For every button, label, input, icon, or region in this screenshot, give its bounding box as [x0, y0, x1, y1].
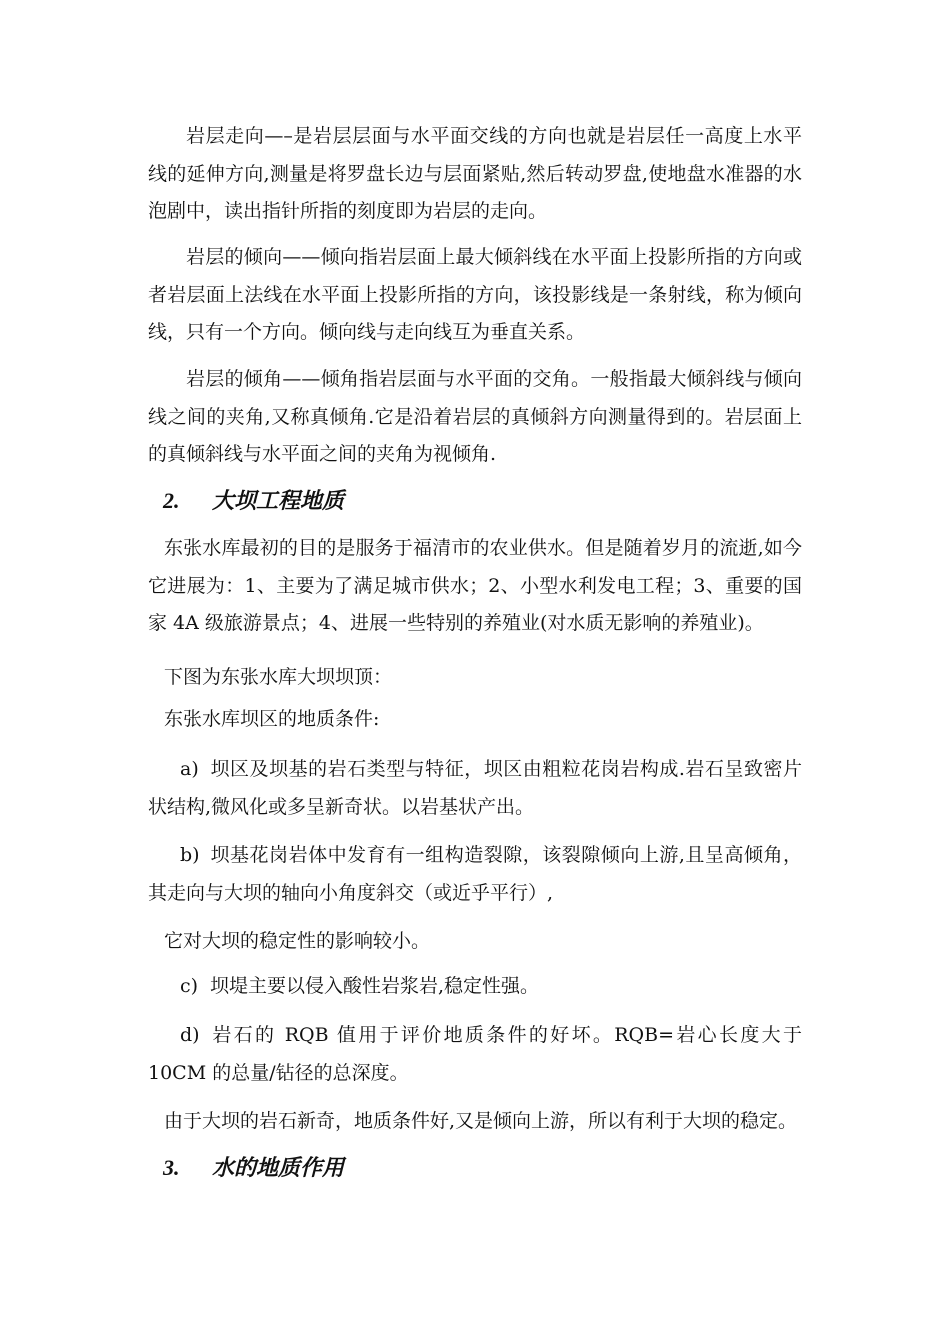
paragraph-strike: 岩层走向—–是岩层层面与水平面交线的方向也就是岩层任一高度上水平线的延伸方向,测量是将罗盘长边与层面紧贴,然后转动罗盘,使地盘水准器的水泡剧中，读出指针所指的刻度即为岩层的走向。 [148, 125, 802, 222]
section-title: 水的地质作用 [212, 1155, 345, 1180]
list-item-text: 坝区及坝基的岩石类型与特征，坝区由粗粒花岗岩构成.岩石呈致密片状结构,微风化或多呈新奇状。以岩基状产出。 [148, 758, 802, 818]
list-item-text: 岩石的 RQB 值用于评价地质条件的好坏。RQB=岩心长度大于 10CM 的总量/钻径的总深度。 [148, 1024, 802, 1084]
paragraph-intro: 东张水库最初的目的是服务于福清市的农业供水。但是随着岁月的流逝,如今它进展为：1、主要为了满足城市供水；2、小型水利发电工程；3、重要的国家 4A 级旅游景点；4、进展一些特别的养殖业(对水质无影响的养殖业)。 [148, 537, 802, 634]
list-item-d [148, 1017, 802, 1092]
section-title: 大坝工程地质 [212, 488, 345, 513]
list-item-label: c) [180, 975, 199, 997]
list-item-b [148, 837, 802, 912]
list-item-label: b) [180, 844, 200, 866]
list-item-label: a) [180, 758, 199, 780]
conditions-title: 东张水库坝区的地质条件: [164, 708, 380, 730]
paragraph-dip-angle: 岩层的倾角——倾角指岩层面与水平面的交角。一般指最大倾斜线与倾向线之间的夹角,又称真倾角.它是沿着岩层的真倾斜方向测量得到的。岩层面上的真倾斜线与水平面之间的夹角为视倾角. [148, 368, 802, 465]
photo-caption: 下图为东张水库大坝坝顶： [164, 666, 393, 688]
paragraph-conclusion: 由于大坝的岩石新奇，地质条件好,又是倾向上游，所以有利于大坝的稳定。 [164, 1110, 798, 1132]
paragraph-dip-direction: 岩层的倾向——倾向指岩层面上最大倾斜线在水平面上投影所指的方向或者岩层面上法线在水平面上投影所指的方向，该投影线是一条射线，称为倾向线，只有一个方向。倾向线与走向线互为垂直关系。 [148, 246, 802, 343]
list-item-text: 坝基花岗岩体中发育有一组构造裂隙，该裂隙倾向上游,且呈高倾角，其走向与大坝的轴向小角度斜交（或近乎平行）, [148, 844, 802, 904]
list-item-label: d) [180, 1024, 200, 1046]
section-heading-2 [163, 486, 344, 516]
list-item-a [148, 751, 802, 826]
list-item-b-continued: 它对大坝的稳定性的影响较小。 [164, 930, 431, 952]
list-item-text: 坝堤主要以侵入酸性岩浆岩,稳定性强。 [210, 975, 540, 997]
section-number: 3. [163, 1155, 180, 1180]
section-heading-3 [163, 1153, 344, 1183]
section-number: 2. [163, 488, 180, 513]
list-item-c [148, 968, 802, 1006]
